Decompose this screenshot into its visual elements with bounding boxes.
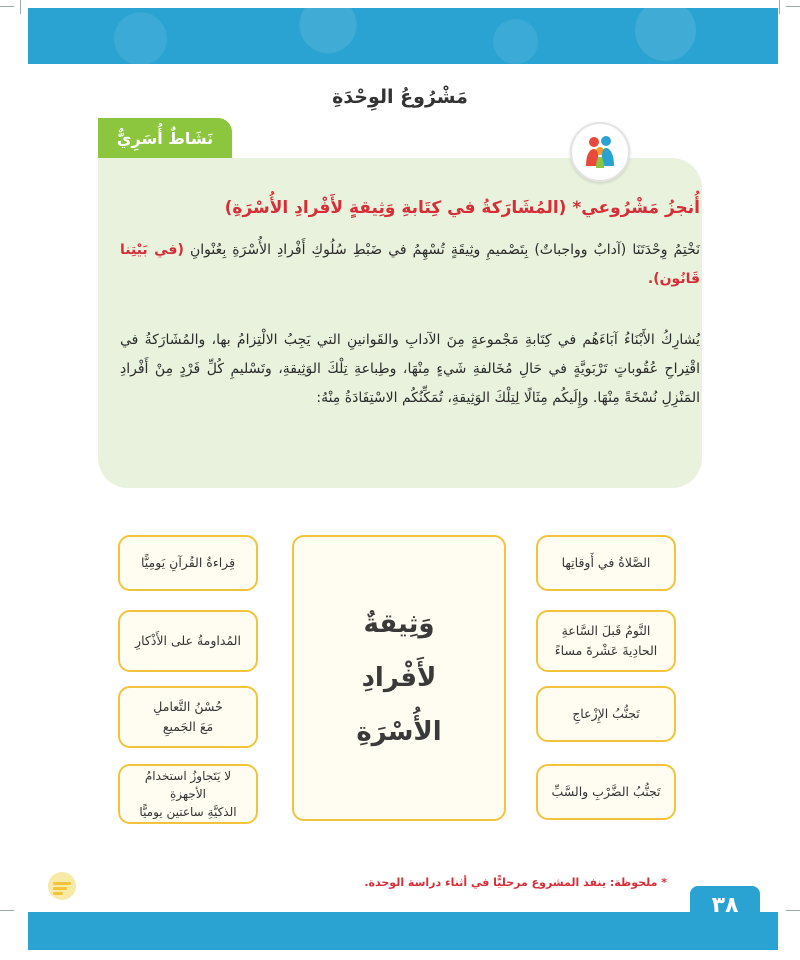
rule-card: حُسْنُ التَّعاملِ مَعَ الجَميعِ [118,686,258,748]
instructions-paragraph: يُشارِكُ الأَبْنَاءُ آبَاءَهُم في كِتَابةِ مَجْموعةٍ مِنَ الآدابِ والقَوانينِ التي يَجِبُ الالْتِزامُ بها، والمُشَارَكةُ في اقْتِراحِ عُقُوباتٍ تَرْبَويَّةٍ في حَالِ مُخَالفةِ شَيءٍ مِنْهَا، وطِباعةِ تِلْكَ الوَثِيقةِ، وتَسْليمِ كُلِّ فَرْدٍ مِنْ أَفْرادِ المَنْزِلِ نُسْخَةً مِنْهَا. وإِلَيكُم مِثَالًا لِتِلْكَ الوَثِيقةِ، تُمَكِّنُكُم الاسْتِفَادَةُ مِنْهُ: [120,332,700,406]
rule-card: تَجنُّبُ الإِزْعاجِ [536,686,676,742]
project-name-highlight: (في بَيْتِنا قَانُون). [120,242,700,287]
rule-card: الصَّلاةُ في أَوقاتِها [536,535,676,591]
publisher-logo-icon [44,868,80,904]
rule-card: النَّومُ قَبلَ السَّاعةِ الحادِيةَ عَشْرةَ مساءً [536,610,676,672]
project-heading: أُنجزُ مَشْرُوعي* (المُشَارَكةُ في كِتَابةِ وَثِيقةٍ لأَفْرادِ الأُسْرَةِ) [224,198,700,218]
document-card [292,535,506,821]
crop-mark [20,0,21,14]
page-title: مَشْرُوعُ الوِحْدَةِ [332,86,468,108]
header-band [28,8,778,64]
footer-band [28,912,778,950]
document-title-line: وَثِيقةٌ [363,609,435,639]
page-number: ٣٨ [690,886,760,924]
rule-card: تَجنُّبُ الضَّرْبِ والسَّبِّ [536,764,676,820]
document-title-line: الأُسْرَةِ [356,717,442,747]
rule-card: لا يَتَجاوزُ استخدامُ الأجهزةِ الذكيَّةِ ساعتين يوميًّا [118,764,258,824]
crop-mark [786,910,800,911]
intro-text: نَخْتِمُ وِحْدَتَنَا (آدابٌ وواجباتٌ) بِتَصْميمِ وثِيقَةٍ تُسْهِمُ في ضَبْطِ سُلُوكِ أَفْرادِ الأُسْرَةِ بِعُنْوانِ [189,242,701,258]
crop-mark [0,6,14,7]
intro-paragraph [120,236,700,294]
rule-card: المُداومةُ على الأَذْكارِ [118,610,258,672]
document-title-line: لأَفْرادِ [361,663,437,693]
activity-label: نَشَاطٌ أُسَرِيٌّ [98,118,232,158]
crop-mark [0,910,14,911]
footnote: * ملحوظة: ينفذ المشروع مرحليًّا في أثناء دراسة الوحدة. [364,876,667,889]
rule-card: قِراءةُ القُرآنِ يَومِيًّا [118,535,258,591]
crop-mark [779,0,780,14]
crop-mark [786,6,800,7]
family-icon [570,122,630,182]
